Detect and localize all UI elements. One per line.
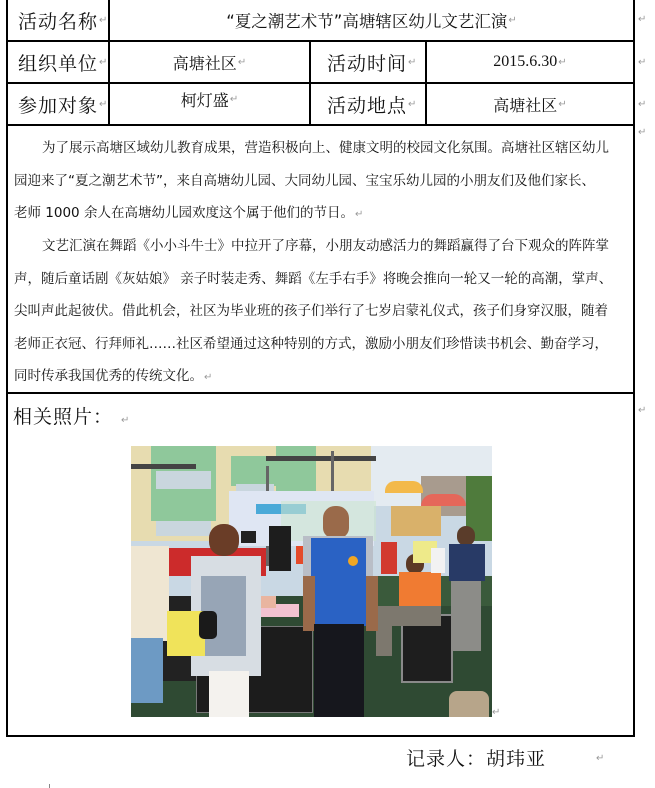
activity-location-label — [311, 84, 425, 124]
activity-name-value — [110, 0, 633, 40]
description-line: 为了展示高塘区域幼儿教育成果，营造积极向上、健康文明的校园文化氛围。高塘社区辖区幼儿 — [42, 140, 609, 156]
paragraph-mark-icon: ↵ — [408, 56, 418, 68]
paragraph-mark-icon: ↵ — [492, 707, 501, 718]
event-photo — [131, 446, 492, 717]
recorder — [406, 744, 546, 771]
participants-value-text: 柯灯盛 — [180, 90, 229, 110]
recorder-name: 胡玮亚 — [486, 748, 547, 770]
description-paragraph-2 — [14, 230, 630, 393]
activity-time-label-text: 活动时间 — [327, 52, 408, 75]
description-line: 老师正衣冠、行拜师礼……社区希望通过这种特别的方式，激励小朋友们珍惜读书机会、勤奋学习， — [14, 335, 608, 352]
description-line: 老师 1000 余人在高塘幼儿园欢度这个属于他们的节日。↵ — [14, 205, 364, 221]
paragraph-mark-icon: ↵ — [121, 415, 131, 426]
activity-name-label-text: 活动名称 — [18, 10, 99, 33]
row-end-mark-icon: ↵ — [638, 14, 647, 25]
organizer-value-text: 高塘社区 — [172, 53, 237, 73]
table-border-right — [633, 0, 635, 737]
row-end-mark-icon: ↵ — [638, 405, 647, 416]
table-row-line-3 — [6, 124, 635, 126]
paragraph-mark-icon: ↵ — [354, 209, 364, 220]
paragraph-mark-icon: ↵ — [99, 98, 109, 110]
row-end-mark-icon: ↵ — [638, 99, 647, 110]
activity-name-value-text: “夏之潮艺术节”高塘辖区幼儿文艺汇演 — [226, 12, 508, 31]
description-line: 声，随后童话剧《灰姑娘》 亲子时装走秀、舞蹈《左手右手》将晚会推向一轮又一轮的高潮，掌声、 — [14, 270, 613, 287]
row-end-mark-icon: ↵ — [638, 127, 647, 138]
activity-time-label — [311, 42, 425, 82]
participants-value — [110, 84, 309, 114]
activity-time-value-text: 2015.6.30 — [493, 53, 558, 70]
organizer-value — [110, 42, 309, 82]
organizer-label — [8, 42, 108, 82]
activity-name-label — [8, 0, 108, 40]
paragraph-mark-icon: ↵ — [408, 98, 418, 110]
paragraph-mark-icon: ↵ — [596, 753, 605, 764]
description-line: 尖叫声此起彼伏。借此机会，社区为毕业班的孩子们举行了七岁启蒙礼仪式，孩子们身穿汉服，随着 — [14, 303, 608, 319]
description-line: 文艺汇演在舞蹈《小小斗牛士》中拉开了序幕，小朋友动感活力的舞蹈赢得了台下观众的阵阵掌 — [42, 238, 609, 254]
participants-label-text: 参加对象 — [18, 94, 99, 117]
related-photos-label-text: 相关照片： — [13, 406, 114, 428]
table-border-bottom — [6, 735, 635, 737]
activity-location-value-text: 高塘社区 — [493, 95, 558, 115]
description-line: 同时传承我国优秀的传统文化。↵ — [14, 368, 213, 384]
related-photos-label — [13, 402, 130, 429]
text-cursor — [49, 784, 50, 788]
description-paragraph-1 — [14, 132, 630, 230]
activity-time-value — [427, 42, 633, 82]
recorder-label: 记录人： — [406, 748, 487, 770]
paragraph-mark-icon: ↵ — [237, 56, 247, 68]
activity-location-value — [427, 84, 633, 124]
paragraph-mark-icon: ↵ — [558, 56, 567, 68]
organizer-label-text: 组织单位 — [18, 52, 99, 75]
paragraph-mark-icon: ↵ — [508, 14, 517, 26]
description-line: 园迎来了“夏之潮艺术节”，来自高塘幼儿园、大同幼儿园、宝宝乐幼儿园的小朋友们及他们家长、 — [14, 172, 595, 189]
paragraph-mark-icon: ↵ — [99, 14, 109, 26]
paragraph-mark-icon: ↵ — [204, 372, 213, 383]
participants-label — [8, 84, 108, 124]
paragraph-mark-icon: ↵ — [229, 93, 239, 105]
row-end-mark-icon: ↵ — [638, 57, 647, 68]
activity-location-label-text: 活动地点 — [327, 94, 408, 117]
paragraph-mark-icon: ↵ — [558, 98, 567, 110]
paragraph-mark-icon: ↵ — [99, 56, 109, 68]
